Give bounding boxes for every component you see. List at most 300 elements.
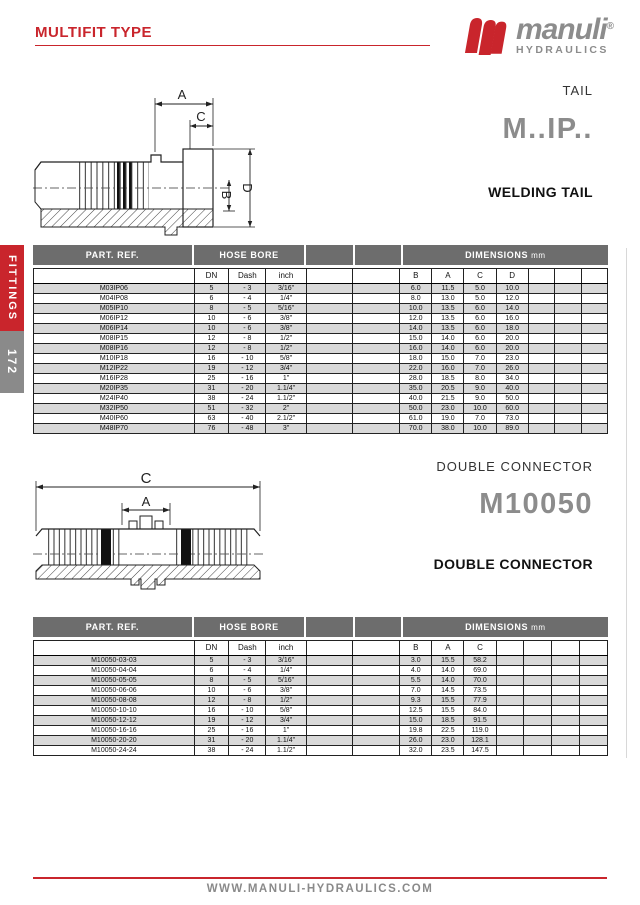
value-cell: 50.0 — [400, 404, 432, 414]
logo-wordmark — [516, 13, 614, 56]
value-cell — [528, 334, 554, 344]
table-row — [34, 364, 608, 374]
value-cell — [353, 414, 400, 424]
value-cell: 5.0 — [464, 294, 496, 304]
value-cell — [306, 284, 353, 294]
column-header: B — [400, 269, 432, 284]
value-cell — [496, 736, 524, 746]
page-number: 172 — [5, 348, 19, 376]
column-header — [306, 269, 353, 284]
value-cell: 10.0 — [496, 284, 528, 294]
value-cell — [581, 364, 607, 374]
spec-table — [33, 640, 608, 756]
sidebar-tab-fittings — [0, 245, 24, 331]
table-row — [34, 384, 608, 394]
value-cell — [580, 736, 608, 746]
value-cell — [555, 364, 581, 374]
value-cell: 14.0 — [432, 676, 464, 686]
value-cell: 38.0 — [432, 424, 464, 434]
value-cell — [353, 404, 400, 414]
value-cell — [524, 666, 552, 676]
value-cell — [524, 676, 552, 686]
value-cell — [555, 394, 581, 404]
value-cell: 1.1/4" — [266, 736, 306, 746]
value-cell: 20.0 — [496, 334, 528, 344]
part-ref-cell: M10050-16-16 — [34, 726, 195, 736]
value-cell: 5/16" — [266, 676, 306, 686]
value-cell — [552, 696, 580, 706]
column-header — [552, 641, 580, 656]
value-cell — [528, 314, 554, 324]
value-cell: 12 — [194, 696, 228, 706]
value-cell — [353, 374, 400, 384]
value-cell — [581, 414, 607, 424]
value-cell: 7.0 — [400, 686, 432, 696]
value-cell — [528, 344, 554, 354]
value-cell: 91.5 — [464, 716, 496, 726]
value-cell — [306, 706, 353, 716]
value-cell: 3" — [266, 424, 306, 434]
value-cell: 1/2" — [266, 344, 306, 354]
value-cell — [555, 324, 581, 334]
value-cell: 21.5 — [432, 394, 464, 404]
value-cell: - 6 — [229, 686, 266, 696]
table-row — [34, 726, 608, 736]
value-cell — [306, 324, 353, 334]
value-cell — [528, 354, 554, 364]
table-header-group: HOSE BORE — [194, 617, 305, 637]
value-cell — [552, 666, 580, 676]
value-cell — [353, 656, 400, 666]
sidebar-page-number-tab — [0, 331, 24, 393]
value-cell — [552, 706, 580, 716]
value-cell: 16.0 — [400, 344, 432, 354]
value-cell — [580, 746, 608, 756]
value-cell: - 40 — [229, 414, 266, 424]
value-cell: 25 — [194, 726, 228, 736]
dim-label-a: A — [177, 87, 187, 102]
value-cell: - 10 — [229, 706, 266, 716]
value-cell: 19.0 — [432, 414, 464, 424]
value-cell — [306, 394, 353, 404]
value-cell — [496, 746, 524, 756]
value-cell — [306, 354, 353, 364]
part-ref-cell: M10050-03-03 — [34, 656, 195, 666]
value-cell — [306, 384, 353, 394]
value-cell: 31 — [194, 384, 228, 394]
value-cell: 1" — [266, 374, 306, 384]
value-cell: 147.5 — [464, 746, 496, 756]
table-header-band — [33, 245, 608, 265]
value-cell — [353, 726, 400, 736]
value-cell — [306, 414, 353, 424]
section1-model-code: M..IP.. — [502, 113, 593, 145]
value-cell: - 16 — [229, 374, 266, 384]
value-cell: 10.0 — [464, 404, 496, 414]
value-cell — [552, 726, 580, 736]
value-cell: 8.0 — [400, 294, 432, 304]
value-cell — [528, 324, 554, 334]
column-header — [353, 641, 400, 656]
value-cell: 32.0 — [400, 746, 432, 756]
table-row — [34, 716, 608, 726]
column-header: C — [464, 269, 496, 284]
value-cell — [306, 746, 353, 756]
value-cell — [555, 334, 581, 344]
section1-kicker: TAIL — [562, 83, 593, 98]
value-cell: - 4 — [229, 666, 266, 676]
value-cell — [580, 706, 608, 716]
value-cell — [524, 746, 552, 756]
footer-rule — [33, 877, 607, 879]
value-cell: 1" — [266, 726, 306, 736]
value-cell — [580, 686, 608, 696]
column-header-row — [34, 641, 608, 656]
value-cell: 5 — [194, 656, 228, 666]
value-cell — [528, 384, 554, 394]
value-cell: 12.0 — [400, 314, 432, 324]
part-ref-cell: M10050-20-20 — [34, 736, 195, 746]
value-cell — [524, 686, 552, 696]
value-cell: 89.0 — [496, 424, 528, 434]
value-cell — [353, 394, 400, 404]
value-cell: 20.0 — [496, 344, 528, 354]
value-cell — [552, 746, 580, 756]
table-header-group — [306, 245, 352, 265]
value-cell: 14.0 — [432, 334, 464, 344]
value-cell: 13.0 — [432, 294, 464, 304]
value-cell: - 3 — [229, 284, 266, 294]
value-cell: 3/8" — [266, 686, 306, 696]
value-cell: - 16 — [229, 726, 266, 736]
value-cell: 3/8" — [266, 324, 306, 334]
table-row — [34, 374, 608, 384]
table-row — [34, 736, 608, 746]
dimensions-unit: mm — [531, 622, 546, 632]
value-cell — [353, 736, 400, 746]
part-ref-cell: M10050-05-05 — [34, 676, 195, 686]
part-ref-cell: M10IP18 — [34, 354, 195, 364]
value-cell: 128.1 — [464, 736, 496, 746]
part-ref-cell: M10050-04-04 — [34, 666, 195, 676]
value-cell — [496, 696, 524, 706]
part-ref-cell: M12IP22 — [34, 364, 195, 374]
value-cell: 51 — [194, 404, 228, 414]
dim-label-c: C — [196, 109, 206, 124]
value-cell: 73.5 — [464, 686, 496, 696]
value-cell: 61.0 — [400, 414, 432, 424]
value-cell: 15.5 — [432, 656, 464, 666]
part-ref-cell: M10050-10-10 — [34, 706, 195, 716]
part-ref-cell: M06IP14 — [34, 324, 195, 334]
value-cell: 19 — [194, 716, 228, 726]
value-cell — [555, 424, 581, 434]
value-cell — [496, 686, 524, 696]
part-ref-cell: M06IP12 — [34, 314, 195, 324]
value-cell: 1/4" — [266, 294, 306, 304]
value-cell: 73.0 — [496, 414, 528, 424]
value-cell — [353, 666, 400, 676]
value-cell: - 5 — [229, 304, 266, 314]
value-cell: 1.1/4" — [266, 384, 306, 394]
table-header-group — [355, 617, 401, 637]
value-cell: 1/4" — [266, 666, 306, 676]
value-cell: 5.0 — [464, 284, 496, 294]
value-cell: 6.0 — [464, 344, 496, 354]
value-cell — [353, 344, 400, 354]
value-cell: 40.0 — [496, 384, 528, 394]
table-header-group: PART. REF. — [33, 245, 192, 265]
table-header-group: HOSE BORE — [194, 245, 305, 265]
value-cell: 26.0 — [400, 736, 432, 746]
value-cell: - 20 — [229, 736, 266, 746]
value-cell — [552, 736, 580, 746]
registered-mark: ® — [606, 21, 614, 32]
value-cell — [581, 314, 607, 324]
value-cell — [306, 294, 353, 304]
value-cell: 5/8" — [266, 354, 306, 364]
column-header-row — [34, 269, 608, 284]
value-cell: 10 — [194, 324, 228, 334]
table-row — [34, 284, 608, 294]
value-cell — [353, 284, 400, 294]
value-cell: 84.0 — [464, 706, 496, 716]
sidebar-category-label: FITTINGS — [6, 254, 18, 322]
value-cell: 7.0 — [464, 364, 496, 374]
table-row — [34, 344, 608, 354]
value-cell — [353, 746, 400, 756]
value-cell: 10 — [194, 314, 228, 324]
value-cell: 16 — [194, 354, 228, 364]
value-cell: 8 — [194, 304, 228, 314]
welding-tail-drawing — [33, 84, 265, 247]
value-cell — [581, 334, 607, 344]
page-edge-line — [626, 248, 627, 758]
value-cell: 18.5 — [432, 716, 464, 726]
column-header — [580, 641, 608, 656]
value-cell — [555, 354, 581, 364]
value-cell — [353, 706, 400, 716]
value-cell: 38 — [194, 746, 228, 756]
value-cell — [353, 424, 400, 434]
section2-kicker: DOUBLE CONNECTOR — [436, 459, 593, 474]
value-cell — [353, 364, 400, 374]
value-cell — [524, 706, 552, 716]
value-cell: 6.0 — [464, 304, 496, 314]
manuli-logo — [461, 13, 614, 60]
column-header — [306, 641, 353, 656]
table-row — [34, 414, 608, 424]
value-cell: 12.0 — [496, 294, 528, 304]
value-cell: 35.0 — [400, 384, 432, 394]
spec-table — [33, 268, 608, 434]
value-cell — [552, 676, 580, 686]
value-cell — [306, 666, 353, 676]
value-cell: 10.0 — [400, 304, 432, 314]
value-cell — [528, 294, 554, 304]
value-cell — [524, 696, 552, 706]
value-cell — [580, 676, 608, 686]
value-cell: 10 — [194, 686, 228, 696]
value-cell: 8.0 — [464, 374, 496, 384]
value-cell — [581, 294, 607, 304]
value-cell — [306, 686, 353, 696]
value-cell: 6.0 — [400, 284, 432, 294]
title-underline — [35, 45, 430, 46]
value-cell — [528, 414, 554, 424]
value-cell: 15.0 — [400, 334, 432, 344]
value-cell: - 6 — [229, 314, 266, 324]
table-row — [34, 696, 608, 706]
table-row — [34, 294, 608, 304]
value-cell: 5.5 — [400, 676, 432, 686]
brand-name: manuli® — [515, 13, 614, 46]
footer-website: WWW.MANULI-HYDRAULICS.COM — [206, 883, 434, 895]
value-cell: 9.3 — [400, 696, 432, 706]
value-cell: 26.0 — [496, 364, 528, 374]
value-cell: 22.5 — [432, 726, 464, 736]
value-cell — [496, 726, 524, 736]
table-row — [34, 746, 608, 756]
value-cell: 3/16" — [266, 656, 306, 666]
value-cell: 6.0 — [464, 324, 496, 334]
part-ref-cell: M10050-12-12 — [34, 716, 195, 726]
table-header-group: DIMENSIONS mm — [403, 617, 608, 637]
value-cell: 1.1/2" — [266, 746, 306, 756]
value-cell — [353, 716, 400, 726]
value-cell — [353, 334, 400, 344]
value-cell: 58.2 — [464, 656, 496, 666]
part-ref-cell: M03IP06 — [34, 284, 195, 294]
value-cell: - 6 — [229, 324, 266, 334]
value-cell — [306, 314, 353, 324]
value-cell — [306, 726, 353, 736]
double-connector-drawing — [33, 473, 265, 602]
value-cell: 7.0 — [464, 414, 496, 424]
value-cell: 5/16" — [266, 304, 306, 314]
value-cell — [555, 344, 581, 354]
value-cell: 60.0 — [496, 404, 528, 414]
value-cell: 63 — [194, 414, 228, 424]
dim-label-d: D — [240, 183, 255, 193]
value-cell: 12.5 — [400, 706, 432, 716]
section2-subtitle: DOUBLE CONNECTOR — [433, 556, 593, 572]
part-ref-cell: M10050-06-06 — [34, 686, 195, 696]
part-ref-cell: M10050-08-08 — [34, 696, 195, 706]
section1-subtitle: WELDING TAIL — [488, 184, 593, 200]
value-cell — [306, 404, 353, 414]
value-cell: 70.0 — [464, 676, 496, 686]
value-cell: 77.9 — [464, 696, 496, 706]
value-cell — [528, 394, 554, 404]
value-cell — [581, 304, 607, 314]
table-row — [34, 676, 608, 686]
column-header: C — [464, 641, 496, 656]
value-cell: 7.0 — [464, 354, 496, 364]
column-header — [528, 269, 554, 284]
value-cell — [581, 374, 607, 384]
value-cell — [528, 404, 554, 414]
part-ref-cell: M08IP15 — [34, 334, 195, 344]
part-ref-cell: M40IP60 — [34, 414, 195, 424]
value-cell — [306, 364, 353, 374]
table-row — [34, 404, 608, 414]
value-cell: 13.5 — [432, 324, 464, 334]
value-cell: 23.0 — [496, 354, 528, 364]
value-cell — [496, 666, 524, 676]
value-cell: 28.0 — [400, 374, 432, 384]
value-cell — [524, 716, 552, 726]
value-cell: 3/8" — [266, 314, 306, 324]
double-connector-table — [33, 617, 608, 756]
value-cell: 15.5 — [432, 706, 464, 716]
value-cell: 6 — [194, 294, 228, 304]
value-cell — [528, 374, 554, 384]
value-cell: 14.5 — [432, 686, 464, 696]
value-cell — [353, 304, 400, 314]
value-cell: 1/2" — [266, 334, 306, 344]
value-cell: 4.0 — [400, 666, 432, 676]
value-cell — [496, 716, 524, 726]
value-cell: 12 — [194, 334, 228, 344]
dimensions-unit: mm — [531, 250, 546, 260]
value-cell: 18.5 — [432, 374, 464, 384]
column-header: B — [400, 641, 432, 656]
value-cell — [580, 716, 608, 726]
value-cell — [353, 294, 400, 304]
value-cell: 38 — [194, 394, 228, 404]
value-cell: - 8 — [229, 344, 266, 354]
column-header — [496, 641, 524, 656]
value-cell — [581, 384, 607, 394]
value-cell — [528, 424, 554, 434]
part-ref-cell: M20IP35 — [34, 384, 195, 394]
value-cell: 2" — [266, 404, 306, 414]
value-cell — [581, 354, 607, 364]
value-cell: - 20 — [229, 384, 266, 394]
value-cell: 16.0 — [496, 314, 528, 324]
value-cell: 3/4" — [266, 716, 306, 726]
dim-label-c: C — [140, 473, 152, 487]
column-header — [555, 269, 581, 284]
value-cell — [353, 324, 400, 334]
value-cell: - 4 — [229, 294, 266, 304]
column-header: inch — [266, 641, 306, 656]
table-row — [34, 324, 608, 334]
value-cell — [581, 404, 607, 414]
value-cell: - 24 — [229, 394, 266, 404]
column-header: DN — [194, 269, 228, 284]
value-cell: 9.0 — [464, 384, 496, 394]
value-cell — [581, 394, 607, 404]
table-row — [34, 424, 608, 434]
value-cell: 1/2" — [266, 696, 306, 706]
table-header-group: PART. REF. — [33, 617, 192, 637]
dim-label-b: B — [219, 190, 234, 200]
column-header — [353, 269, 400, 284]
value-cell: 1.1/2" — [266, 394, 306, 404]
value-cell: 12 — [194, 344, 228, 354]
brand-subtitle: HYDRAULICS — [515, 44, 609, 56]
value-cell — [552, 686, 580, 696]
table-row — [34, 394, 608, 404]
value-cell — [496, 706, 524, 716]
part-ref-cell: M04IP08 — [34, 294, 195, 304]
value-cell: 19.8 — [400, 726, 432, 736]
column-header: Dash — [229, 641, 266, 656]
value-cell: 8 — [194, 676, 228, 686]
value-cell — [528, 304, 554, 314]
